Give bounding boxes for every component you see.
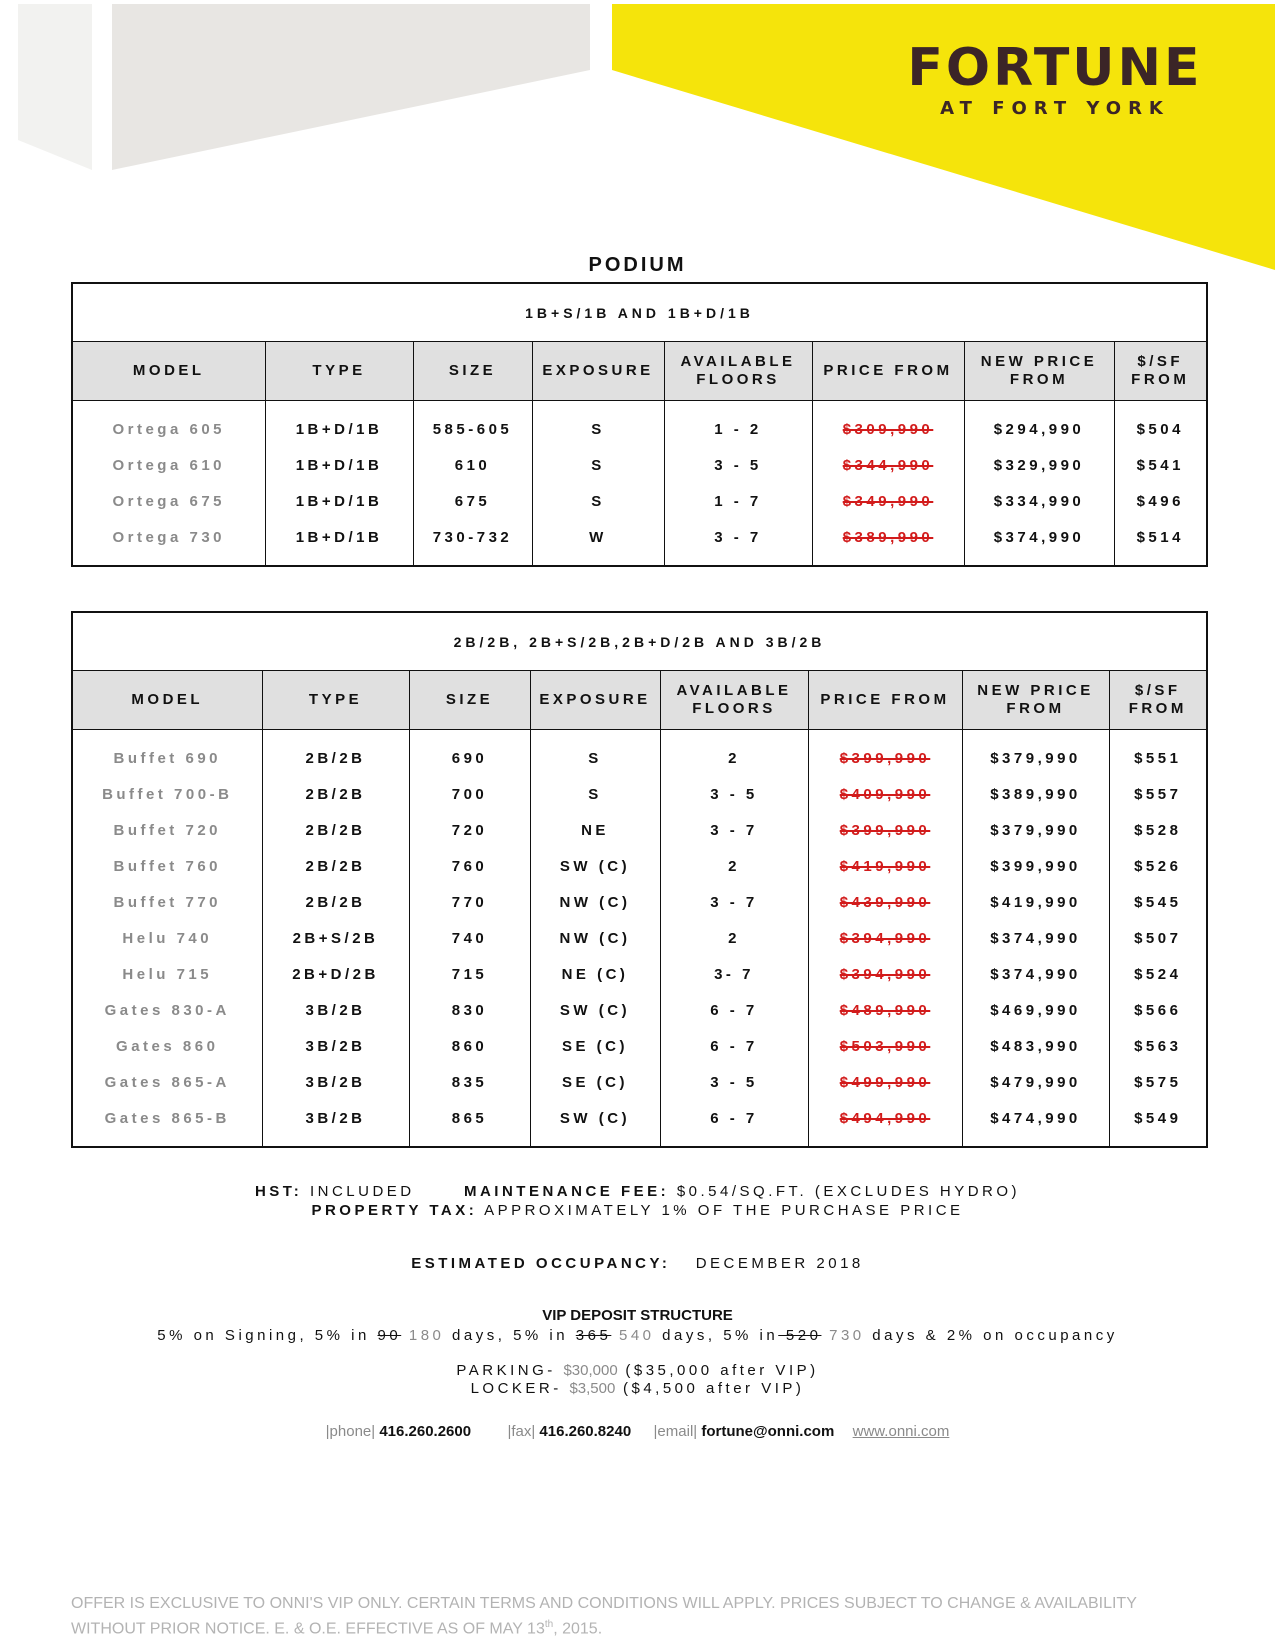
header-type: TYPE: [265, 342, 413, 401]
size-cell: 715: [409, 956, 530, 992]
contact-line: [0, 1423, 1275, 1440]
table-spacer-row: [72, 1136, 1207, 1147]
spacer-cell: [413, 555, 532, 566]
spacer-cell: [812, 401, 964, 412]
new-price-cell: $374,990: [962, 956, 1109, 992]
new-price-cell: $379,990: [962, 812, 1109, 848]
spacer-cell: [530, 1136, 660, 1147]
new-price-cell: $389,990: [962, 776, 1109, 812]
model-cell: Buffet 700-B: [102, 785, 233, 803]
floors-cell: 3 - 7: [664, 519, 812, 555]
floors-cell: 3 - 7: [660, 884, 808, 920]
header-psf: [1109, 671, 1207, 730]
spacer-cell: [72, 1136, 262, 1147]
type-cell: 2B/2B: [262, 812, 409, 848]
locker-line: [0, 1380, 1275, 1397]
header-exposure: EXPOSURE: [530, 671, 660, 730]
email-link[interactable]: fortune@onni.com: [701, 1423, 835, 1440]
price-per-sqft-cell: $545: [1109, 884, 1207, 920]
price-per-sqft-cell: $541: [1114, 447, 1207, 483]
locker-label: LOCKER-: [470, 1380, 570, 1397]
price-per-sqft-cell: $557: [1109, 776, 1207, 812]
header-exposure: EXPOSURE: [532, 342, 664, 401]
spacer-cell: [964, 401, 1114, 412]
fees-line-1: [0, 1183, 1275, 1200]
phone-label: |phone|: [325, 1423, 376, 1440]
spacer-cell: [962, 1136, 1109, 1147]
header-new-price-line1: NEW PRICE: [980, 353, 1098, 370]
model-cell: Ortega 730: [112, 528, 226, 546]
price-per-sqft-cell: $528: [1109, 812, 1207, 848]
model-cell: Helu 740: [122, 929, 213, 947]
exposure-cell: NW (C): [530, 920, 660, 956]
spacer-cell: [1109, 730, 1207, 741]
type-cell: 3B/2B: [262, 1100, 409, 1136]
floors-cell: 6 - 7: [660, 1028, 808, 1064]
floors-cell: 1 - 2: [664, 411, 812, 447]
old-price-cell: $349,990: [812, 483, 964, 519]
fortune-logo: [905, 40, 1205, 119]
size-cell: 740: [409, 920, 530, 956]
model-cell: Gates 865-A: [104, 1073, 230, 1091]
floors-cell: 6 - 7: [660, 992, 808, 1028]
section-title: PODIUM: [588, 254, 687, 276]
size-cell: 770: [409, 884, 530, 920]
model-cell: Gates 865-B: [104, 1109, 230, 1127]
old-price-cell: $309,990: [812, 411, 964, 447]
exposure-cell: NW (C): [530, 884, 660, 920]
spacer-cell: [808, 730, 962, 741]
old-price-cell: $389,990: [812, 519, 964, 555]
table-row: [72, 411, 1207, 447]
model-cell: Buffet 770: [113, 893, 222, 911]
header-floors-line1: AVAILABLE: [676, 682, 792, 699]
size-cell: 860: [409, 1028, 530, 1064]
old-price-cell: $494,990: [808, 1100, 962, 1136]
email-label: |email|: [653, 1423, 698, 1440]
table-row: [72, 740, 1207, 776]
new-price-cell: $483,990: [962, 1028, 1109, 1064]
old-price-cell: $399,990: [808, 812, 962, 848]
logo-tagline: AT FORT YORK: [940, 98, 1170, 119]
table-row: [72, 848, 1207, 884]
type-cell: 2B/2B: [262, 848, 409, 884]
spacer-cell: [660, 730, 808, 741]
table-spacer-row: [72, 555, 1207, 566]
model-cell: Ortega 610: [112, 456, 226, 474]
parking-vip-price: $30,000: [563, 1362, 618, 1379]
old-price-cell: $439,990: [808, 884, 962, 920]
type-cell: 1B+D/1B: [265, 519, 413, 555]
parking-line: [0, 1362, 1275, 1379]
fees-line-2: [0, 1202, 1275, 1219]
spacer-cell: [265, 555, 413, 566]
size-cell: 730-732: [413, 519, 532, 555]
new-price-cell: $329,990: [964, 447, 1114, 483]
table-row: [72, 992, 1207, 1028]
fax-number: 416.260.8240: [539, 1423, 632, 1440]
spacer-cell: [409, 730, 530, 741]
old-price-cell: $419,990: [808, 848, 962, 884]
old-price-cell: $394,990: [808, 920, 962, 956]
table-row: [72, 956, 1207, 992]
type-cell: 3B/2B: [262, 1064, 409, 1100]
spacer-cell: [262, 1136, 409, 1147]
deposit-old-1: 90: [377, 1327, 402, 1344]
header-new-price: [964, 342, 1114, 401]
type-cell: 3B/2B: [262, 992, 409, 1028]
spacer-cell: [1114, 555, 1207, 566]
spacer-cell: [664, 555, 812, 566]
floors-cell: 6 - 7: [660, 1100, 808, 1136]
deposit-old-2: 365: [575, 1327, 612, 1344]
exposure-cell: S: [530, 740, 660, 776]
new-price-cell: $374,990: [964, 519, 1114, 555]
header-psf-line1: $/SF: [1137, 353, 1184, 370]
type-cell: 1B+D/1B: [265, 483, 413, 519]
new-price-cell: $334,990: [964, 483, 1114, 519]
model-cell: Buffet 690: [113, 749, 222, 767]
spacer-cell: [808, 1136, 962, 1147]
new-price-cell: $479,990: [962, 1064, 1109, 1100]
table-caption: 2B/2B, 2B+S/2B,2B+D/2B AND 3B/2B: [72, 612, 1207, 671]
disclaimer-line-2-text: WITHOUT PRIOR NOTICE. E. & O.E. EFFECTIVE AS OF MAY 13: [71, 1620, 545, 1638]
price-per-sqft-cell: $496: [1114, 483, 1207, 519]
website-link[interactable]: www.onni.com: [852, 1423, 950, 1440]
property-tax-label: PROPERTY TAX:: [311, 1202, 478, 1219]
exposure-cell: SW (C): [530, 992, 660, 1028]
spacer-cell: [962, 730, 1109, 741]
locker-regular-price: ($4,500 after VIP): [615, 1380, 805, 1397]
model-cell: Gates 860: [116, 1037, 219, 1055]
model-cell: Ortega 605: [112, 420, 226, 438]
spacer-cell: [532, 401, 664, 412]
deposit-new-3: 730: [821, 1327, 865, 1344]
price-per-sqft-cell: $551: [1109, 740, 1207, 776]
header-floors-line2: FLOORS: [696, 371, 780, 388]
header-panel-left: [18, 4, 92, 170]
disclaimer-line-2-end: , 2015.: [553, 1620, 603, 1638]
exposure-cell: SE (C): [530, 1028, 660, 1064]
model-cell: Ortega 675: [112, 492, 226, 510]
spacer-cell: [72, 555, 265, 566]
deposit-part-2: days, 5% in: [444, 1327, 576, 1344]
size-cell: 610: [413, 447, 532, 483]
spacer-cell: [664, 401, 812, 412]
hst-label: HST:: [254, 1183, 303, 1200]
header-size: SIZE: [409, 671, 530, 730]
spacer-cell: [72, 401, 265, 412]
type-cell: 1B+D/1B: [265, 411, 413, 447]
table-caption: 1B+S/1B AND 1B+D/1B: [72, 283, 1207, 342]
model-cell: Buffet 760: [113, 857, 222, 875]
header-psf-line2: FROM: [1128, 700, 1187, 717]
exposure-cell: W: [532, 519, 664, 555]
price-per-sqft-cell: $563: [1109, 1028, 1207, 1064]
exposure-cell: NE (C): [530, 956, 660, 992]
price-per-sqft-cell: $549: [1109, 1100, 1207, 1136]
new-price-cell: $469,990: [962, 992, 1109, 1028]
floors-cell: 3 - 7: [660, 812, 808, 848]
exposure-cell: S: [532, 411, 664, 447]
size-cell: 865: [409, 1100, 530, 1136]
new-price-cell: $474,990: [962, 1100, 1109, 1136]
price-per-sqft-cell: $504: [1114, 411, 1207, 447]
floors-cell: 3 - 5: [660, 1064, 808, 1100]
price-per-sqft-cell: $514: [1114, 519, 1207, 555]
table-spacer-row: [72, 401, 1207, 412]
type-cell: 2B/2B: [262, 776, 409, 812]
price-per-sqft-cell: $507: [1109, 920, 1207, 956]
header-price-from: PRICE FROM: [812, 342, 964, 401]
type-cell: 2B+D/2B: [262, 956, 409, 992]
maintenance-fee-label: MAINTENANCE FEE:: [463, 1183, 670, 1200]
new-price-cell: $294,990: [964, 411, 1114, 447]
parking-regular-price: ($35,000 after VIP): [617, 1362, 819, 1379]
spacer-cell: [409, 1136, 530, 1147]
maintenance-fee-value: $0.54/SQ.FT. (EXCLUDES HYDRO): [676, 1183, 1021, 1200]
old-price-cell: $344,990: [812, 447, 964, 483]
size-cell: 835: [409, 1064, 530, 1100]
price-table-1b: [71, 282, 1208, 567]
logo-name: FORTUNE: [907, 38, 1203, 98]
header-psf-line2: FROM: [1131, 371, 1190, 388]
old-price-cell: $399,990: [808, 740, 962, 776]
header-floors: [660, 671, 808, 730]
exposure-cell: SW (C): [530, 1100, 660, 1136]
parking-label: PARKING-: [456, 1362, 564, 1379]
deposit-old-3: 520: [778, 1327, 822, 1344]
old-price-cell: $394,990: [808, 956, 962, 992]
header-price-from: PRICE FROM: [808, 671, 962, 730]
spacer-cell: [1114, 401, 1207, 412]
header-psf: [1114, 342, 1207, 401]
floors-cell: 3- 7: [660, 956, 808, 992]
floors-cell: 3 - 5: [660, 776, 808, 812]
type-cell: 2B+S/2B: [262, 920, 409, 956]
table-row: [72, 483, 1207, 519]
size-cell: 675: [413, 483, 532, 519]
deposit-part-3: days, 5% in: [654, 1327, 779, 1344]
header-floors: [664, 342, 812, 401]
spacer-cell: [964, 555, 1114, 566]
spacer-cell: [660, 1136, 808, 1147]
table-row: [72, 812, 1207, 848]
model-cell: Gates 830-A: [104, 1001, 230, 1019]
table-row: [72, 447, 1207, 483]
header-psf-line1: $/SF: [1134, 682, 1181, 699]
header-new-price: [962, 671, 1109, 730]
table-row: [72, 776, 1207, 812]
size-cell: 760: [409, 848, 530, 884]
spacer-cell: [265, 401, 413, 412]
deposit-new-2: 540: [611, 1327, 655, 1344]
price-table-2b-3b: [71, 611, 1208, 1148]
price-per-sqft-cell: $575: [1109, 1064, 1207, 1100]
new-price-cell: $399,990: [962, 848, 1109, 884]
property-tax-value: APPROXIMATELY 1% OF THE PURCHASE PRICE: [484, 1202, 964, 1219]
spacer-cell: [1109, 1136, 1207, 1147]
new-price-cell: $379,990: [962, 740, 1109, 776]
occupancy-label: ESTIMATED OCCUPANCY:: [411, 1255, 671, 1272]
disclaimer-line-1: OFFER IS EXCLUSIVE TO ONNI'S VIP ONLY. CERTAIN TERMS AND CONDITIONS WILL APPLY. PRICES SUBJECT TO CHANGE & AVAILABILITY: [71, 1595, 1137, 1612]
floors-cell: 1 - 7: [664, 483, 812, 519]
floors-cell: 3 - 5: [664, 447, 812, 483]
disclaimer: [71, 1593, 1221, 1639]
new-price-cell: $374,990: [962, 920, 1109, 956]
exposure-cell: S: [532, 483, 664, 519]
spacer-cell: [812, 555, 964, 566]
disclaimer-superscript: th: [544, 1619, 554, 1630]
exposure-cell: S: [530, 776, 660, 812]
exposure-cell: S: [532, 447, 664, 483]
floors-cell: 2: [660, 920, 808, 956]
header-size: SIZE: [413, 342, 532, 401]
price-per-sqft-cell: $526: [1109, 848, 1207, 884]
price-per-sqft-cell: $524: [1109, 956, 1207, 992]
deposit-new-1: 180: [401, 1327, 445, 1344]
deposit-title: VIP DEPOSIT STRUCTURE: [542, 1307, 733, 1324]
hst-value: INCLUDED: [309, 1183, 415, 1200]
model-cell: Buffet 720: [113, 821, 222, 839]
spacer-cell: [72, 730, 262, 741]
model-cell: Helu 715: [122, 965, 213, 983]
header-model: MODEL: [72, 342, 265, 401]
type-cell: 1B+D/1B: [265, 447, 413, 483]
deposit-part-1: 5% on Signing, 5% in: [157, 1327, 378, 1344]
price-per-sqft-cell: $566: [1109, 992, 1207, 1028]
table-row: [72, 1064, 1207, 1100]
header-type: TYPE: [262, 671, 409, 730]
size-cell: 830: [409, 992, 530, 1028]
fax-label: |fax|: [507, 1423, 536, 1440]
header-panel-middle: [112, 4, 590, 170]
size-cell: 720: [409, 812, 530, 848]
deposit-structure: [0, 1327, 1275, 1344]
table-row: [72, 519, 1207, 555]
table-spacer-row: [72, 730, 1207, 741]
new-price-cell: $419,990: [962, 884, 1109, 920]
disclaimer-line-2: [71, 1614, 1221, 1639]
old-price-cell: $503,990: [808, 1028, 962, 1064]
phone-number[interactable]: 416.260.2600: [379, 1423, 472, 1440]
header-model: MODEL: [72, 671, 262, 730]
exposure-cell: SE (C): [530, 1064, 660, 1100]
size-cell: 690: [409, 740, 530, 776]
floors-cell: 2: [660, 740, 808, 776]
type-cell: 2B/2B: [262, 740, 409, 776]
header-new-price-line1: NEW PRICE: [977, 682, 1094, 699]
size-cell: 700: [409, 776, 530, 812]
header-new-price-line2: FROM: [1009, 371, 1069, 388]
floors-cell: 2: [660, 848, 808, 884]
spacer-cell: [530, 730, 660, 741]
table-header-row: [72, 671, 1207, 730]
deposit-title-line: [0, 1307, 1275, 1324]
header-floors-line1: AVAILABLE: [680, 353, 796, 370]
deposit-part-4: days & 2% on occupancy: [864, 1327, 1118, 1344]
size-cell: 585-605: [413, 411, 532, 447]
table-row: [72, 1028, 1207, 1064]
table-row: [72, 884, 1207, 920]
old-price-cell: $409,990: [808, 776, 962, 812]
old-price-cell: $499,990: [808, 1064, 962, 1100]
old-price-cell: $489,990: [808, 992, 962, 1028]
occupancy-value: DECEMBER 2018: [695, 1255, 864, 1272]
spacer-cell: [262, 730, 409, 741]
type-cell: 2B/2B: [262, 884, 409, 920]
spacer-cell: [413, 401, 532, 412]
locker-vip-price: $3,500: [569, 1380, 616, 1397]
exposure-cell: NE: [530, 812, 660, 848]
occupancy-line: [0, 1255, 1275, 1272]
type-cell: 3B/2B: [262, 1028, 409, 1064]
table-row: [72, 920, 1207, 956]
table-row: [72, 1100, 1207, 1136]
header-new-price-line2: FROM: [1006, 700, 1065, 717]
header-floors-line2: FLOORS: [692, 700, 776, 717]
table-header-row: [72, 342, 1207, 401]
exposure-cell: SW (C): [530, 848, 660, 884]
spacer-cell: [532, 555, 664, 566]
